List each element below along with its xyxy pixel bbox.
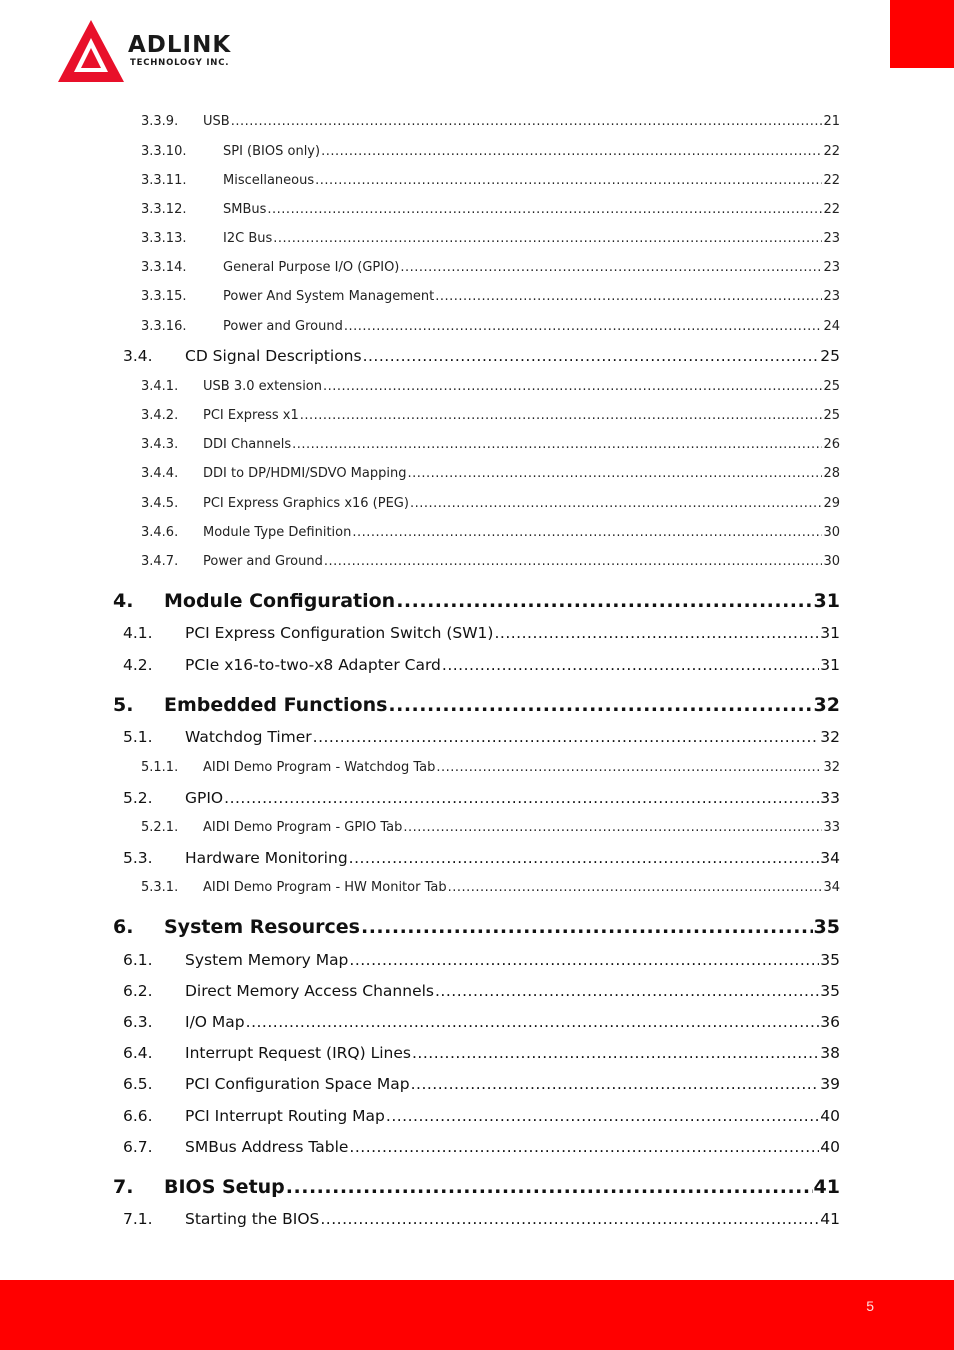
toc-title: I2C Bus [223, 231, 273, 246]
toc-number: 3.3.15. [141, 289, 187, 304]
toc-leader [386, 1107, 819, 1125]
toc-entry[interactable] [141, 820, 840, 835]
toc-leader [442, 656, 819, 674]
logo-subtitle: TECHNOLOGY INC. [130, 58, 230, 68]
toc-number: 5.1. [123, 728, 153, 746]
toc-page: 21 [823, 114, 840, 129]
adlink-triangle-icon [56, 18, 126, 86]
toc-leader [407, 466, 822, 481]
toc-entry[interactable] [141, 760, 840, 775]
toc-page: 25 [820, 347, 840, 365]
toc-number: 3.4.2. [141, 408, 179, 423]
toc-entry[interactable] [141, 880, 840, 895]
toc-leader [344, 319, 823, 334]
toc-leader [400, 260, 822, 275]
toc-page: 24 [823, 319, 840, 334]
toc-number: 6.6. [123, 1107, 153, 1125]
toc-entry[interactable] [141, 379, 840, 394]
toc-entry[interactable] [123, 1107, 840, 1125]
toc-title: USB 3.0 extension [203, 379, 322, 394]
toc-page: 40 [820, 1138, 840, 1156]
toc-entry[interactable] [141, 144, 840, 159]
toc-leader [411, 1075, 820, 1093]
toc-page: 34 [823, 880, 840, 895]
toc-leader [349, 849, 820, 867]
toc-title: PCI Express Configuration Switch (SW1) [185, 624, 494, 642]
toc-entry[interactable] [141, 408, 840, 423]
toc-leader [435, 289, 822, 304]
toc-entry[interactable] [123, 1044, 840, 1062]
toc-leader [313, 728, 820, 746]
toc-title: Hardware Monitoring [185, 849, 348, 867]
toc-page: 29 [823, 496, 840, 511]
page-number: 5 [866, 1298, 874, 1314]
toc-page: 35 [813, 916, 840, 938]
adlink-logo [56, 18, 276, 86]
toc-title: System Resources [164, 916, 360, 938]
toc-number: 5.2. [123, 789, 153, 807]
toc-number: 3.3.11. [141, 173, 187, 188]
toc-entry[interactable] [123, 347, 840, 365]
toc-page: 32 [823, 760, 840, 775]
toc-title: GPIO [185, 789, 224, 807]
toc-entry[interactable] [123, 656, 840, 674]
toc-leader [323, 379, 822, 394]
page-footer [0, 1280, 954, 1350]
toc-title: PCI Express Graphics x16 (PEG) [203, 496, 409, 511]
toc-page: 23 [823, 231, 840, 246]
toc-page: 38 [820, 1044, 840, 1062]
toc-number: 3.3.14. [141, 260, 187, 275]
toc-number: 6.4. [123, 1044, 153, 1062]
toc-leader [361, 916, 813, 938]
toc-leader [300, 408, 823, 423]
toc-number: 6.3. [123, 1013, 153, 1031]
toc-leader [273, 231, 822, 246]
toc-title: General Purpose I/O (GPIO) [223, 260, 400, 275]
toc-title: PCI Configuration Space Map [185, 1075, 410, 1093]
toc-entry[interactable] [141, 437, 840, 452]
toc-entry[interactable] [141, 525, 840, 540]
toc-leader [321, 144, 822, 159]
toc-title: Module Configuration [164, 590, 396, 612]
toc-number: 5.1.1. [141, 760, 179, 775]
toc-number: 4.1. [123, 624, 153, 642]
toc-entry[interactable] [123, 1075, 840, 1093]
toc-title: DDI Channels [203, 437, 292, 452]
toc-number: 3.4. [123, 347, 153, 365]
toc-number: 3.4.4. [141, 466, 179, 481]
toc-title: Interrupt Request (IRQ) Lines [185, 1044, 411, 1062]
toc-title: PCI Express x1 [203, 408, 299, 423]
toc-page: 34 [820, 849, 840, 867]
toc-title: Embedded Functions [164, 694, 388, 716]
toc-title: Miscellaneous [223, 173, 315, 188]
toc-page: 30 [823, 554, 840, 569]
toc-number: 3.4.3. [141, 437, 179, 452]
toc-title: Power And System Management [223, 289, 435, 304]
toc-number: 3.3.13. [141, 231, 187, 246]
toc-leader [246, 1013, 820, 1031]
toc-page: 23 [823, 260, 840, 275]
toc-entry[interactable] [123, 789, 840, 807]
toc-entry[interactable] [123, 951, 840, 969]
toc-leader [435, 982, 819, 1000]
toc-leader [396, 590, 812, 612]
toc-entry[interactable] [141, 289, 840, 304]
toc-title: BIOS Setup [164, 1176, 285, 1198]
toc-page: 25 [823, 379, 840, 394]
toc-entry[interactable] [141, 231, 840, 246]
toc-page: 35 [820, 982, 840, 1000]
toc-page: 33 [823, 820, 840, 835]
toc-page: 39 [820, 1075, 840, 1093]
toc-number: 6.7. [123, 1138, 153, 1156]
toc-title: AIDI Demo Program - Watchdog Tab [203, 760, 436, 775]
toc-entry[interactable] [123, 1013, 840, 1031]
toc-number: 6. [113, 916, 134, 938]
toc-entry[interactable] [141, 554, 840, 569]
toc-number: 4. [113, 590, 134, 612]
toc-number: 6.1. [123, 951, 153, 969]
toc-number: 5.3. [123, 849, 153, 867]
toc-title: Power and Ground [203, 554, 323, 569]
toc-number: 6.2. [123, 982, 153, 1000]
toc-title: I/O Map [185, 1013, 245, 1031]
toc-entry[interactable] [123, 982, 840, 1000]
toc-page: 22 [823, 202, 840, 217]
toc-leader [292, 437, 822, 452]
toc-page: 25 [823, 408, 840, 423]
toc-number: 3.3.12. [141, 202, 187, 217]
toc-number: 3.4.7. [141, 554, 179, 569]
toc-title: Watchdog Timer [185, 728, 312, 746]
toc-chapter-entry[interactable] [113, 590, 840, 612]
toc-number: 3.4.1. [141, 379, 179, 394]
toc-entry[interactable] [123, 1210, 840, 1228]
toc-title: Starting the BIOS [185, 1210, 320, 1228]
toc-page: 23 [823, 289, 840, 304]
toc-leader [324, 554, 823, 569]
toc-page: 30 [823, 525, 840, 540]
toc-page: 41 [820, 1210, 840, 1228]
toc-chapter-entry[interactable] [113, 916, 840, 938]
toc-entry[interactable] [141, 496, 840, 511]
toc-title: Module Type Definition [203, 525, 352, 540]
toc-page: 28 [823, 466, 840, 481]
toc-title: AIDI Demo Program - GPIO Tab [203, 820, 403, 835]
toc-page: 36 [820, 1013, 840, 1031]
toc-page: 35 [820, 951, 840, 969]
toc-title: Direct Memory Access Channels [185, 982, 434, 1000]
toc-page: 32 [820, 728, 840, 746]
toc-title: DDI to DP/HDMI/SDVO Mapping [203, 466, 407, 481]
toc-entry[interactable] [141, 114, 840, 129]
toc-entry[interactable] [141, 173, 840, 188]
toc-page: 41 [813, 1176, 840, 1198]
toc-number: 3.4.6. [141, 525, 179, 540]
toc-number: 7. [113, 1176, 134, 1198]
toc-page: 22 [823, 173, 840, 188]
toc-entry[interactable] [141, 260, 840, 275]
toc-number: 4.2. [123, 656, 153, 674]
toc-number: 6.5. [123, 1075, 153, 1093]
toc-leader [436, 760, 822, 775]
toc-number: 7.1. [123, 1210, 153, 1228]
toc-title: USB [203, 114, 230, 129]
toc-page: 32 [813, 694, 840, 716]
toc-leader [231, 114, 823, 129]
toc-number: 3.4.5. [141, 496, 179, 511]
toc-leader [388, 694, 812, 716]
toc-leader [352, 525, 822, 540]
toc-page: 40 [820, 1107, 840, 1125]
toc-leader [363, 347, 820, 365]
toc-leader [349, 1138, 819, 1156]
toc-page: 26 [823, 437, 840, 452]
toc-entry[interactable] [141, 319, 840, 334]
toc-leader [315, 173, 822, 188]
toc-title: SMBus [223, 202, 267, 217]
toc-leader [267, 202, 822, 217]
toc-number: 3.3.10. [141, 144, 187, 159]
toc-number: 3.3.9. [141, 114, 179, 129]
toc-number: 3.3.16. [141, 319, 187, 334]
toc-entry[interactable] [141, 466, 840, 481]
toc-leader [412, 1044, 819, 1062]
logo-wordmark: ADLINK [128, 32, 232, 58]
toc-entry[interactable] [123, 1138, 840, 1156]
toc-title: CD Signal Descriptions [185, 347, 362, 365]
toc-leader [286, 1176, 813, 1198]
corner-accent-tab [890, 0, 954, 68]
toc-entry[interactable] [123, 849, 840, 867]
toc-page: 33 [820, 789, 840, 807]
toc-title: SMBus Address Table [185, 1138, 349, 1156]
toc-title: Power and Ground [223, 319, 343, 334]
toc-title: AIDI Demo Program - HW Monitor Tab [203, 880, 447, 895]
toc-number: 5.2.1. [141, 820, 179, 835]
toc-leader [224, 789, 819, 807]
toc-title: System Memory Map [185, 951, 349, 969]
toc-title: SPI (BIOS only) [223, 144, 321, 159]
toc-page: 22 [823, 144, 840, 159]
toc-leader [403, 820, 822, 835]
toc-title: PCIe x16-to-two-x8 Adapter Card [185, 656, 441, 674]
toc-leader [494, 624, 819, 642]
toc-chapter-entry[interactable] [113, 694, 840, 716]
toc-number: 5. [113, 694, 134, 716]
toc-entry[interactable] [141, 202, 840, 217]
toc-page: 31 [820, 624, 840, 642]
toc-chapter-entry[interactable] [113, 1176, 840, 1198]
toc-leader [410, 496, 822, 511]
toc-leader [320, 1210, 819, 1228]
toc-entry[interactable] [123, 624, 840, 642]
toc-entry[interactable] [123, 728, 840, 746]
toc-page: 31 [820, 656, 840, 674]
toc-page: 31 [813, 590, 840, 612]
toc-leader [448, 880, 823, 895]
toc-number: 5.3.1. [141, 880, 179, 895]
toc-title: PCI Interrupt Routing Map [185, 1107, 385, 1125]
toc-leader [349, 951, 819, 969]
